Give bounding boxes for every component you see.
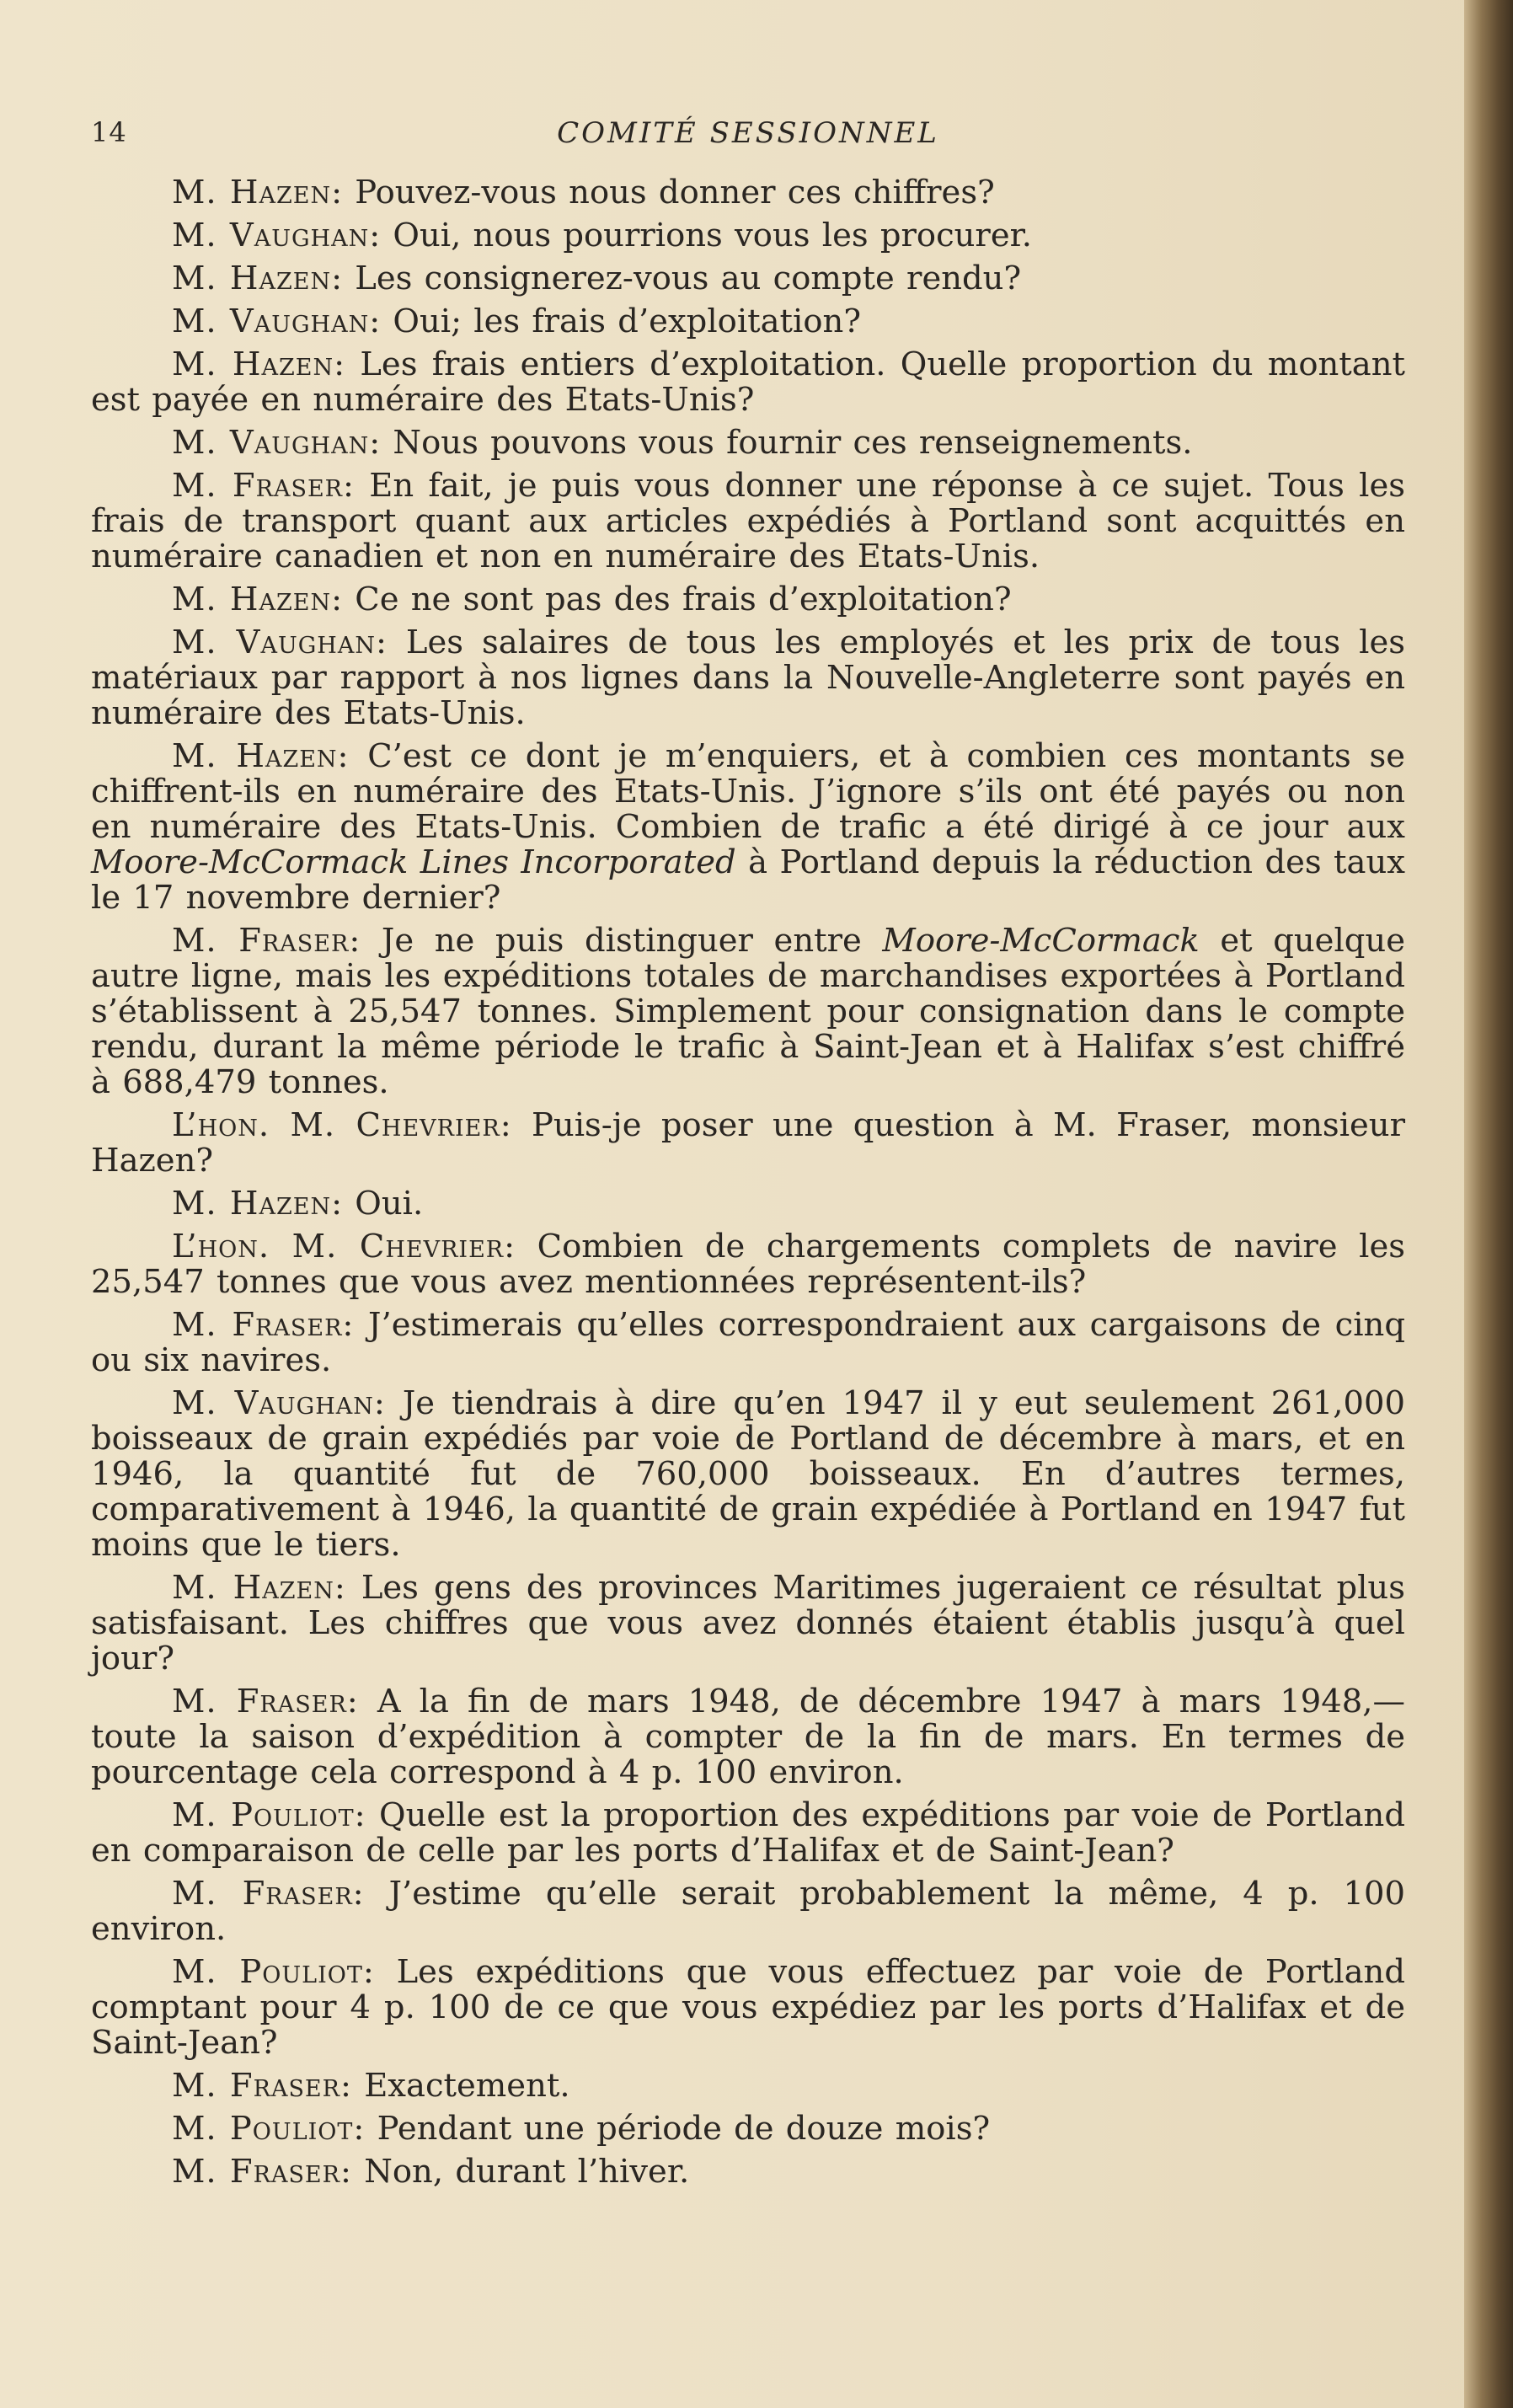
speaker-name: M. Vaughan: xyxy=(172,217,382,254)
speaker-name: M. Hazen: xyxy=(172,174,344,211)
speaker-name: M. Vaughan: xyxy=(172,623,388,661)
speech-text: En fait, je puis vous donner une réponse à ce sujet. Tous les frais de transport quant aux articles expédiés à Portland sont acquittés en numéraire canadien et non en numéraire des Etats-Unis. xyxy=(91,467,1405,575)
paragraph xyxy=(91,2154,1405,2190)
speaker-name: M. Fraser: xyxy=(172,2067,352,2105)
paragraph xyxy=(91,425,1405,461)
speech-text: Je ne puis distinguer entre xyxy=(361,922,883,960)
speech-text: C’est ce dont je m’enquiers, et à combien ces montants se chiffrent-ils en numéraire des Etats-Unis. J’ignore s’ils ont été payés ou non en numéraire des Etats-Unis. Combien de trafic a été dirigé à ce jour aux xyxy=(91,737,1405,846)
speaker-name: M. Pouliot: xyxy=(172,1953,375,1991)
speech-text: Non, durant l’hiver. xyxy=(351,2153,690,2191)
speaker-name: M. Fraser: xyxy=(172,1306,355,1344)
paragraph xyxy=(91,261,1405,297)
paragraph xyxy=(91,1684,1405,1790)
speech-text: Les salaires de tous les employés et les prix de tous les matériaux par rapport à nos lignes dans la Nouvelle-Angleterre sont payés en numéraire des Etats-Unis. xyxy=(91,623,1405,732)
speech-text: Je tiendrais à dire qu’en 1947 il y eut seulement 261,000 boisseaux de grain expédiés par voie de Portland de décembre à mars, et en 1946, la quantité fut de 760,000 boisseaux. En d’autres termes, comparativement à 1946, la quantité de grain expédiée à Portland en 1947 fut moins que le tiers. xyxy=(91,1384,1405,1564)
paragraph xyxy=(91,218,1405,254)
speaker-name: M. Hazen: xyxy=(172,1569,346,1607)
speaker-name: M. Vaughan: xyxy=(172,424,382,462)
speech-text: Les frais entiers d’exploitation. Quelle proportion du montant est payée en numéraire des Etats-Unis? xyxy=(91,345,1405,419)
paragraph xyxy=(91,1186,1405,1222)
speech-text: A la fin de mars 1948, de décembre 1947 à mars 1948,— toute la saison d’expédition à compter de la fin de mars. En termes de pourcentage cela correspond à 4 p. 100 environ. xyxy=(91,1683,1405,1791)
paragraph xyxy=(91,739,1405,916)
paragraph xyxy=(91,347,1405,418)
speech-text: Les expéditions que vous effectuez par voie de Portland comptant pour 4 p. 100 de ce que vous expédiez par les ports d’Halifax et de Saint-Jean? xyxy=(91,1953,1405,2062)
speech-text: Combien de chargements complets de navire les 25,547 tonnes que vous avez mentionnées représentent-ils? xyxy=(91,1228,1405,1301)
paragraph xyxy=(91,1955,1405,2061)
paragraph xyxy=(91,625,1405,731)
paragraph xyxy=(91,1876,1405,1947)
speech-text: Puis-je poser une question à M. Fraser, monsieur Hazen? xyxy=(91,1106,1405,1180)
page-number: 14 xyxy=(91,116,127,148)
book-binding-edge xyxy=(1464,0,1513,2408)
speaker-name: M. Pouliot: xyxy=(172,2110,366,2148)
paragraph xyxy=(91,2068,1405,2104)
speaker-name: M. Fraser: xyxy=(172,1683,359,1720)
speech-text: Oui, nous pourrions vous les procurer. xyxy=(381,217,1033,254)
speaker-name: M. Hazen: xyxy=(172,345,346,383)
paragraph xyxy=(91,468,1405,575)
speaker-name: M. Hazen: xyxy=(172,737,350,775)
speaker-name: M. Fraser: xyxy=(172,1875,365,1913)
speaker-name: M. Pouliot: xyxy=(172,1796,366,1834)
company-name: Moore-McCormack Lines Incorporated xyxy=(91,843,736,881)
speaker-name: M. Hazen: xyxy=(172,1185,344,1223)
speaker-name: M. Vaughan: xyxy=(172,1384,386,1422)
speech-text: J’estimerais qu’elles correspondraient aux cargaisons de cinq ou six navires. xyxy=(91,1306,1405,1379)
paragraph xyxy=(91,923,1405,1100)
speaker-name: M. Hazen: xyxy=(172,260,344,297)
paragraph xyxy=(91,1308,1405,1378)
paragraph xyxy=(91,304,1405,340)
speech-text: Exactement. xyxy=(351,2067,570,2105)
speech-text: Ce ne sont pas des frais d’exploitation? xyxy=(343,581,1012,618)
speaker-name: M. Fraser: xyxy=(172,2153,352,2191)
company-name: Moore-McCormack xyxy=(882,922,1200,960)
speech-text: Oui. xyxy=(343,1185,424,1223)
speech-text: Oui; les frais d’exploitation? xyxy=(381,302,861,340)
speaker-name: M. Fraser: xyxy=(172,922,361,960)
page-header xyxy=(91,116,1405,153)
speech-text: Quelle est la proportion des expéditions par voie de Portland en comparaison de celle par les ports d’Halifax et de Saint-Jean? xyxy=(91,1796,1405,1870)
speaker-name: M. Hazen: xyxy=(172,581,344,618)
paragraph xyxy=(91,1229,1405,1300)
paragraph xyxy=(91,1798,1405,1869)
paragraph xyxy=(91,1108,1405,1179)
paragraph xyxy=(91,2111,1405,2147)
speech-text: Pendant une période de douze mois? xyxy=(365,2110,991,2148)
speaker-name: L’hon. M. Chevrier: xyxy=(172,1228,516,1266)
speech-text: Les gens des provinces Maritimes jugeraient ce résultat plus satisfaisant. Les chiffres que vous avez donnés étaient établis jusqu’à quel jour? xyxy=(91,1569,1405,1678)
speech-text: à Portland depuis la réduction des taux le 17 novembre dernier? xyxy=(91,843,1405,917)
paragraph xyxy=(91,175,1405,211)
speech-text: Les consignerez-vous au compte rendu? xyxy=(343,260,1022,297)
running-head: COMITÉ SESSIONNEL xyxy=(557,116,939,150)
speech-text: Nous pouvons vous fournir ces renseignements. xyxy=(381,424,1193,462)
paragraph xyxy=(91,1386,1405,1563)
transcript-body xyxy=(91,175,1405,2197)
speech-text: et quelque autre ligne, mais les expéditions totales de marchandises exportées à Portland s’établissent à 25,547 tonnes. Simplement pour consignation dans le compte rendu, durant la même période le trafic à Saint-Jean et à Halifax s’est chiffré à 688,479 tonnes. xyxy=(91,922,1405,1101)
speech-text: J’estime qu’elle serait probablement la même, 4 p. 100 environ. xyxy=(91,1875,1405,1948)
paragraph xyxy=(91,582,1405,618)
paragraph xyxy=(91,1571,1405,1677)
speaker-name: M. Vaughan: xyxy=(172,302,382,340)
speaker-name: M. Fraser: xyxy=(172,467,355,505)
speech-text: Pouvez-vous nous donner ces chiffres? xyxy=(343,174,995,211)
speaker-name: L’hon. M. Chevrier: xyxy=(172,1106,512,1144)
